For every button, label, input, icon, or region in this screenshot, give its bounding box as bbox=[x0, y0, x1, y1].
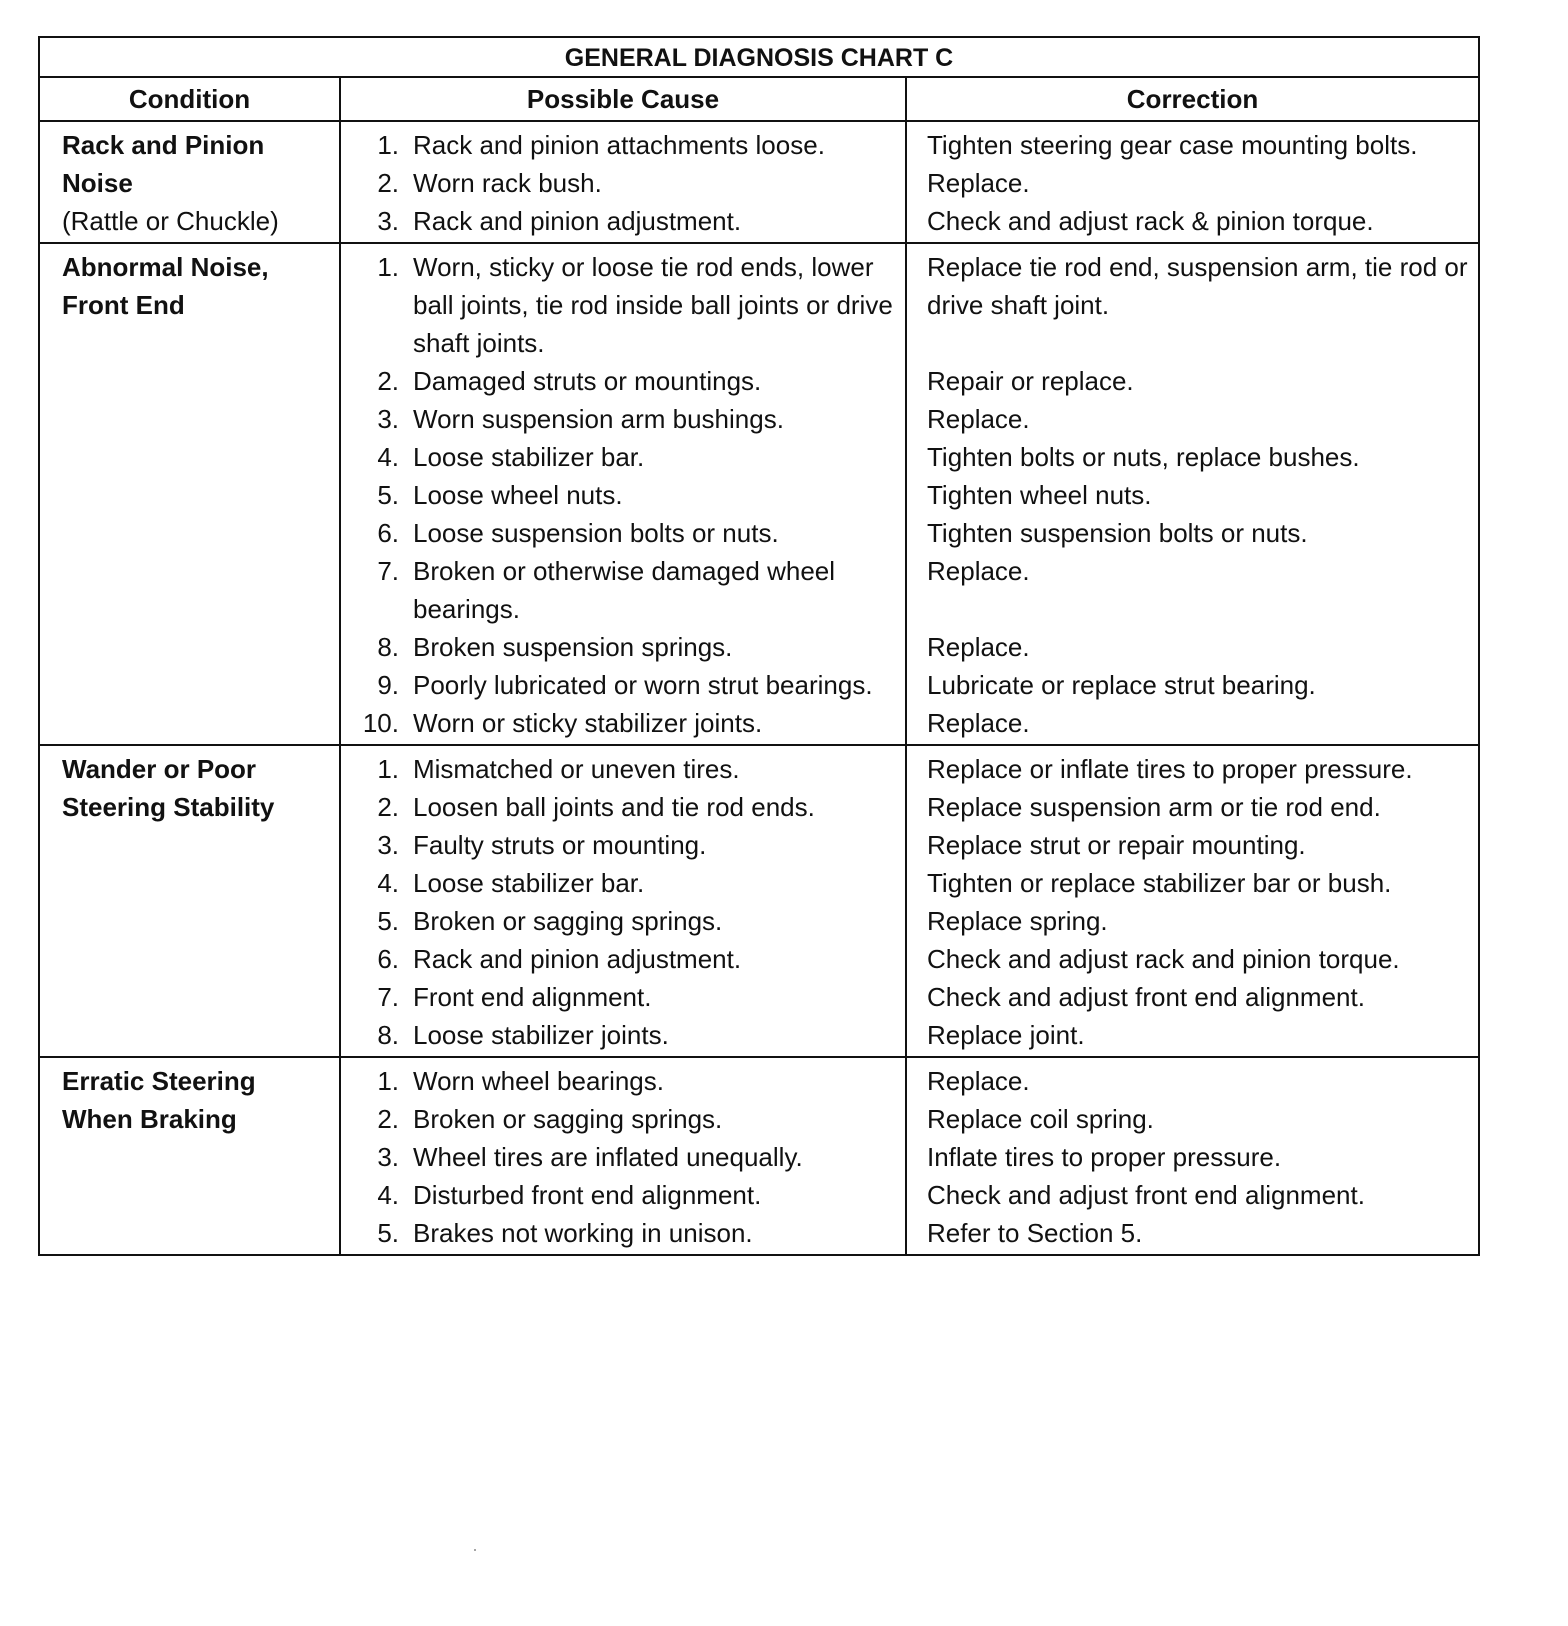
item-number: 3. bbox=[377, 404, 399, 434]
header-row bbox=[39, 77, 1479, 121]
header-condition: Condition bbox=[39, 77, 340, 121]
item-number: 9. bbox=[377, 670, 399, 700]
correction-text: Tighten suspension bolts or nuts. bbox=[927, 518, 1308, 548]
cause-text: Worn suspension arm bushings. bbox=[413, 404, 784, 434]
item-number: 6. bbox=[377, 944, 399, 974]
cause-text: Loose stabilizer bar. bbox=[413, 442, 645, 472]
correction-cell bbox=[906, 1057, 1479, 1255]
list-item bbox=[355, 164, 901, 202]
correction-text: Lubricate or replace strut bearing. bbox=[927, 670, 1316, 700]
correction-text: Check and adjust rack & pinion torque. bbox=[927, 206, 1374, 236]
condition-label: Wander or Poor Steering Stability bbox=[62, 754, 275, 822]
correction-text: Replace. bbox=[927, 556, 1030, 586]
list-item bbox=[355, 1062, 901, 1100]
cause-text: Mismatched or uneven tires. bbox=[413, 754, 740, 784]
cause-cell bbox=[340, 1057, 906, 1255]
item-number: 4. bbox=[377, 868, 399, 898]
item-number: 1. bbox=[377, 754, 399, 784]
correction-text: Tighten wheel nuts. bbox=[927, 480, 1152, 510]
correction-text: Replace. bbox=[927, 632, 1030, 662]
correction-text: Check and adjust rack and pinion torque. bbox=[927, 944, 1400, 974]
cause-text: Rack and pinion adjustment. bbox=[413, 206, 742, 236]
item-number: 3. bbox=[377, 206, 399, 236]
cause-text: Worn rack bush. bbox=[413, 168, 602, 198]
item-number: 8. bbox=[377, 632, 399, 662]
condition-note: (Rattle or Chuckle) bbox=[62, 206, 279, 236]
condition-label: Erratic Steering When Braking bbox=[62, 1066, 256, 1134]
condition-label: Abnormal Noise, Front End bbox=[62, 252, 269, 320]
item-number: 2. bbox=[377, 792, 399, 822]
item-number: 2. bbox=[377, 366, 399, 396]
condition-cell bbox=[39, 243, 340, 745]
table-row bbox=[39, 121, 1479, 243]
correction-cell bbox=[906, 243, 1479, 745]
cause-text: Loose stabilizer bar. bbox=[413, 868, 645, 898]
cause-cell bbox=[340, 745, 906, 1057]
cause-text: Broken or sagging springs. bbox=[413, 906, 723, 936]
list-item bbox=[355, 978, 901, 1016]
list-item bbox=[355, 126, 901, 164]
correction-cell bbox=[906, 745, 1479, 1057]
condition-cell bbox=[39, 745, 340, 1057]
cause-text: Rack and pinion attachments loose. bbox=[413, 130, 825, 160]
correction-text: Tighten bolts or nuts, replace bushes. bbox=[927, 442, 1360, 472]
correction-text: Replace tie rod end, suspension arm, tie rod or drive shaft joint. bbox=[927, 252, 1468, 320]
correction-text: Replace coil spring. bbox=[927, 1104, 1154, 1134]
item-number: 5. bbox=[377, 906, 399, 936]
item-number: 10. bbox=[362, 708, 399, 738]
list-item bbox=[355, 248, 901, 362]
correction-text: Inflate tires to proper pressure. bbox=[927, 1142, 1282, 1172]
item-number: 1. bbox=[377, 1066, 399, 1096]
cause-text: Broken or sagging springs. bbox=[413, 1104, 723, 1134]
item-number: 5. bbox=[377, 480, 399, 510]
correction-text: Tighten or replace stabilizer bar or bush. bbox=[927, 868, 1392, 898]
item-number: 7. bbox=[377, 556, 399, 586]
list-item bbox=[355, 362, 901, 400]
title-row bbox=[39, 37, 1479, 77]
table-row bbox=[39, 745, 1479, 1057]
list-item bbox=[355, 552, 901, 628]
chart-title: GENERAL DIAGNOSIS CHART C bbox=[39, 37, 1479, 77]
list-item bbox=[355, 788, 901, 826]
list-item bbox=[355, 704, 901, 742]
cause-text: Loose wheel nuts. bbox=[413, 480, 623, 510]
list-item bbox=[355, 628, 901, 666]
list-item bbox=[355, 1016, 901, 1054]
table-row bbox=[39, 1057, 1479, 1255]
chart-body bbox=[39, 121, 1479, 1255]
list-item bbox=[355, 1100, 901, 1138]
item-number: 7. bbox=[377, 982, 399, 1012]
cause-text: Damaged struts or mountings. bbox=[413, 366, 762, 396]
item-number: 3. bbox=[377, 830, 399, 860]
item-number: 1. bbox=[377, 252, 399, 282]
correction-text: Check and adjust front end alignment. bbox=[927, 1180, 1365, 1210]
cause-text: Front end alignment. bbox=[413, 982, 652, 1012]
list-item bbox=[355, 1214, 901, 1252]
correction-text: Replace strut or repair mounting. bbox=[927, 830, 1306, 860]
header-correction: Correction bbox=[906, 77, 1479, 121]
item-number: 3. bbox=[377, 1142, 399, 1172]
cause-text: Worn, sticky or loose tie rod ends, lower ball joints, tie rod inside ball joints or drive shaft joints. bbox=[413, 252, 893, 358]
cause-text: Poorly lubricated or worn strut bearings. bbox=[413, 670, 873, 700]
cause-text: Rack and pinion adjustment. bbox=[413, 944, 742, 974]
list-item bbox=[355, 202, 901, 240]
list-item bbox=[355, 1138, 901, 1176]
correction-text: Repair or replace. bbox=[927, 366, 1134, 396]
correction-text: Tighten steering gear case mounting bolts. bbox=[927, 130, 1418, 160]
correction-cell bbox=[906, 121, 1479, 243]
correction-text: Replace. bbox=[927, 404, 1030, 434]
cause-text: Faulty struts or mounting. bbox=[413, 830, 707, 860]
item-number: 8. bbox=[377, 1020, 399, 1050]
header-possible-cause: Possible Cause bbox=[340, 77, 906, 121]
list-item bbox=[355, 750, 901, 788]
list-item bbox=[355, 400, 901, 438]
correction-text: Replace spring. bbox=[927, 906, 1108, 936]
list-item bbox=[355, 666, 901, 704]
cause-text: Brakes not working in unison. bbox=[413, 1218, 753, 1248]
list-item bbox=[355, 438, 901, 476]
list-item bbox=[355, 826, 901, 864]
cause-text: Loose suspension bolts or nuts. bbox=[413, 518, 779, 548]
correction-text: Check and adjust front end alignment. bbox=[927, 982, 1365, 1012]
list-item bbox=[355, 902, 901, 940]
correction-text: Replace. bbox=[927, 1066, 1030, 1096]
correction-text: Replace or inflate tires to proper pressure. bbox=[927, 754, 1413, 784]
cause-text: Broken or otherwise damaged wheel bearings. bbox=[413, 556, 836, 624]
correction-text: Refer to Section 5. bbox=[927, 1218, 1143, 1248]
cause-text: Loosen ball joints and tie rod ends. bbox=[413, 792, 815, 822]
list-item bbox=[355, 1176, 901, 1214]
item-number: 1. bbox=[377, 130, 399, 160]
list-item bbox=[355, 864, 901, 902]
cause-text: Broken suspension springs. bbox=[413, 632, 733, 662]
cause-text: Worn or sticky stabilizer joints. bbox=[413, 708, 763, 738]
cause-cell bbox=[340, 121, 906, 243]
item-number: 2. bbox=[377, 168, 399, 198]
condition-cell bbox=[39, 1057, 340, 1255]
list-item bbox=[355, 940, 901, 978]
list-item bbox=[355, 476, 901, 514]
condition-label: Rack and Pinion Noise bbox=[62, 130, 265, 198]
table-row bbox=[39, 243, 1479, 745]
cause-cell bbox=[340, 243, 906, 745]
scan-speck bbox=[474, 1549, 476, 1551]
correction-text: Replace. bbox=[927, 168, 1030, 198]
correction-text: Replace joint. bbox=[927, 1020, 1085, 1050]
correction-text: Replace. bbox=[927, 708, 1030, 738]
item-number: 4. bbox=[377, 442, 399, 472]
list-item bbox=[355, 514, 901, 552]
correction-text: Replace suspension arm or tie rod end. bbox=[927, 792, 1381, 822]
cause-text: Worn wheel bearings. bbox=[413, 1066, 664, 1096]
diagnosis-chart-table bbox=[38, 36, 1480, 1256]
cause-text: Disturbed front end alignment. bbox=[413, 1180, 762, 1210]
item-number: 6. bbox=[377, 518, 399, 548]
item-number: 4. bbox=[377, 1180, 399, 1210]
item-number: 2. bbox=[377, 1104, 399, 1134]
item-number: 5. bbox=[377, 1218, 399, 1248]
condition-cell bbox=[39, 121, 340, 243]
cause-text: Loose stabilizer joints. bbox=[413, 1020, 669, 1050]
cause-text: Wheel tires are inflated unequally. bbox=[413, 1142, 803, 1172]
